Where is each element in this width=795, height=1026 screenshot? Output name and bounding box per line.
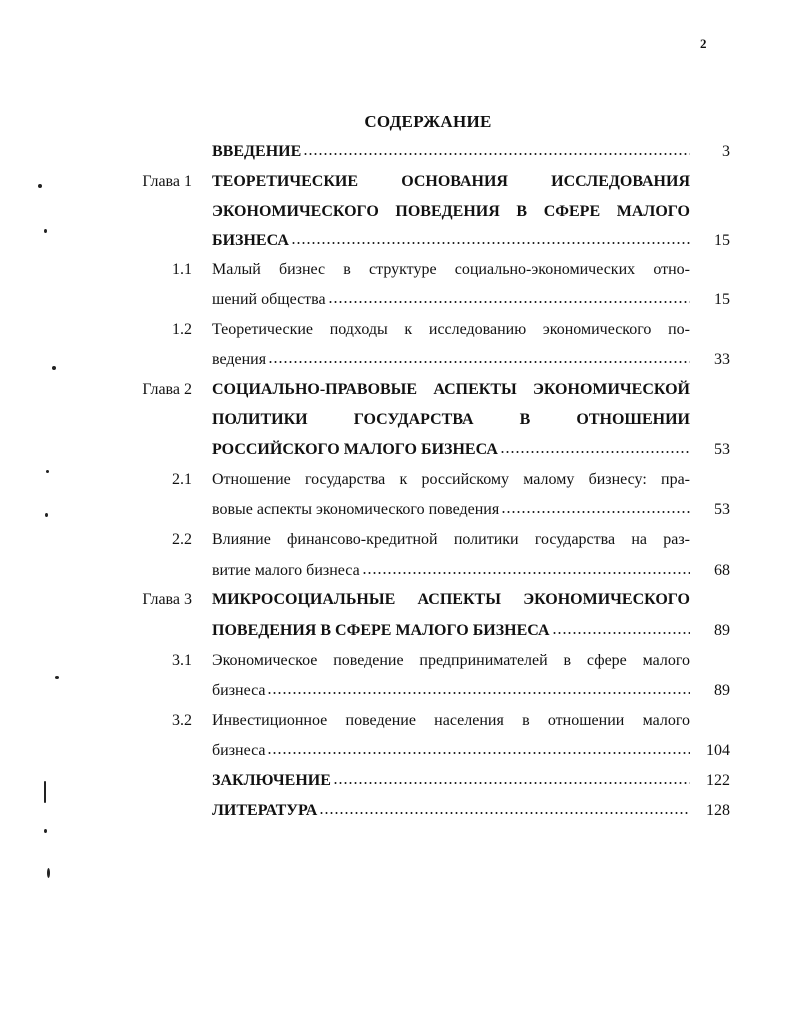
toc-entry [140, 226, 732, 256]
toc-entry [140, 796, 732, 826]
toc-entry-text: Теоретические подходы к исследованию экономического по- [212, 321, 690, 338]
toc-entry-text-line [212, 591, 690, 609]
toc-entry-text: Влияние финансово-кредитной политики государства на раз- [212, 531, 690, 548]
dot-leader [500, 450, 690, 454]
toc-entry-text: бизнеса [212, 742, 266, 759]
toc-entry-page: 53 [714, 441, 730, 458]
toc-entry-label: Глава 3 [142, 591, 192, 608]
toc-entry-label: 2.2 [172, 531, 192, 548]
toc-title: СОДЕРЖАНИЕ [364, 112, 492, 131]
toc-entry [140, 315, 732, 345]
toc-entry-page: 15 [714, 232, 730, 249]
toc-entry-text-line [212, 501, 690, 519]
toc-entry-text-line [212, 562, 690, 580]
toc-entry [140, 345, 732, 375]
toc-entry-page: 89 [714, 622, 730, 639]
scan-speck [46, 470, 49, 473]
toc-entry-text-line [212, 742, 690, 760]
toc-entry-text: Инвестиционное поведение населения в отношении малого [212, 712, 690, 729]
toc-entry-label: Глава 2 [142, 381, 192, 398]
scan-speck [44, 829, 47, 833]
dot-leader [268, 360, 690, 364]
toc-entry-text-line [212, 321, 690, 339]
toc-entry [140, 255, 732, 285]
toc-entry [140, 197, 732, 227]
toc-entry-text-line [212, 531, 690, 549]
toc-entry-page: 128 [706, 802, 730, 819]
toc-entry-text: ведения [212, 351, 267, 368]
scan-speck [38, 184, 42, 188]
scan-speck [55, 676, 59, 679]
toc-entry [140, 375, 732, 405]
toc-entry-text-line [212, 802, 690, 820]
toc-entry-text-line [212, 772, 690, 790]
toc-entry-text: ЛИТЕРАТУРА [212, 802, 318, 819]
toc-entry-text-line [212, 682, 690, 700]
toc-entry-text: ЭКОНОМИЧЕСКОГО ПОВЕДЕНИЯ В СФЕРЕ МАЛОГО [212, 203, 690, 220]
toc-entry-page: 15 [714, 291, 730, 308]
toc-entry [140, 167, 732, 197]
toc-entry-label: 3.1 [172, 652, 192, 669]
toc-entry-text-line [212, 203, 690, 221]
dot-leader [501, 510, 690, 514]
toc-entry-text: РОССИЙСКОГО МАЛОГО БИЗНЕСА [212, 441, 498, 458]
page-number: 2 [700, 36, 707, 51]
scan-speck [44, 781, 46, 803]
dot-leader [328, 300, 690, 304]
dot-leader [303, 152, 690, 156]
toc-entry-label: 2.1 [172, 471, 192, 488]
dot-leader [267, 751, 690, 755]
toc-entry-page: 68 [714, 562, 730, 579]
toc-entry-text-line [212, 261, 690, 279]
dot-leader [267, 691, 690, 695]
toc-entry [140, 556, 732, 586]
toc-entry-text-line [212, 411, 690, 429]
toc-entry-page: 33 [714, 351, 730, 368]
toc-entry [140, 525, 732, 555]
toc-entry-text: СОЦИАЛЬНО-ПРАВОВЫЕ АСПЕКТЫ ЭКОНОМИЧЕСКОЙ [212, 381, 690, 398]
toc-entry [140, 585, 732, 615]
toc-entry-text: Экономическое поведение предпринимателей в сфере малого [212, 652, 690, 669]
dot-leader [552, 631, 690, 635]
toc-entry [140, 495, 732, 525]
toc-entry [140, 435, 732, 465]
toc-entry-text-line [212, 232, 690, 250]
toc-entry-label: 3.2 [172, 712, 192, 729]
toc-entry-page: 122 [706, 772, 730, 789]
scan-speck [47, 868, 50, 878]
toc-entry-text: ВВЕДЕНИЕ [212, 143, 302, 160]
toc-entry [140, 137, 732, 167]
toc-entry [140, 616, 732, 646]
toc-entry-text: ТЕОРЕТИЧЕСКИЕ ОСНОВАНИЯ ИССЛЕДОВАНИЯ [212, 173, 690, 190]
dot-leader [362, 571, 690, 575]
toc-entry-page: 89 [714, 682, 730, 699]
toc-entry-text: шений общества [212, 291, 326, 308]
toc-entry-text-line [212, 143, 690, 161]
toc-entry-text-line [212, 441, 690, 459]
toc-entry-page: 53 [714, 501, 730, 518]
dot-leader [291, 241, 690, 245]
toc-entry-text-line [212, 381, 690, 399]
toc-entry-text-line [212, 622, 690, 640]
toc-entry-label: 1.1 [172, 261, 192, 278]
toc-entry [140, 405, 732, 435]
toc-entry-text: ЗАКЛЮЧЕНИЕ [212, 772, 331, 789]
toc-entry-page: 3 [722, 143, 730, 160]
toc-entry-page: 104 [706, 742, 730, 759]
dot-leader [319, 811, 690, 815]
toc-entry-text-line [212, 471, 690, 489]
toc-entry-text: Малый бизнес в структуре социально-экономических отно- [212, 261, 690, 278]
toc-entry-text: ПОВЕДЕНИЯ В СФЕРЕ МАЛОГО БИЗНЕСА [212, 622, 550, 639]
toc-entry-text: Отношение государства к российскому малому бизнесу: пра- [212, 471, 690, 488]
toc-entry-text: БИЗНЕСА [212, 232, 289, 249]
scan-speck [45, 513, 48, 517]
toc-entry [140, 706, 732, 736]
toc-entry-text: вовые аспекты экономического поведения [212, 501, 500, 518]
toc-entry-label: 1.2 [172, 321, 192, 338]
toc-entry [140, 285, 732, 315]
toc-entry-text-line [212, 652, 690, 670]
toc-entry-text-line [212, 351, 690, 369]
toc-entry-text-line [212, 173, 690, 191]
toc-entry-text: ПОЛИТИКИ ГОСУДАРСТВА В ОТНОШЕНИИ [212, 411, 690, 428]
toc-entry [140, 736, 732, 766]
toc-entry-text: МИКРОСОЦИАЛЬНЫЕ АСПЕКТЫ ЭКОНОМИЧЕСКОГО [212, 591, 690, 608]
scan-speck [44, 229, 47, 233]
toc-entry-label: Глава 1 [142, 173, 192, 190]
toc-entry-text-line [212, 291, 690, 309]
toc-entry [140, 646, 732, 676]
dot-leader [333, 781, 690, 785]
toc-entry [140, 766, 732, 796]
toc-entry [140, 676, 732, 706]
toc-entry-text-line [212, 712, 690, 730]
toc-entry-text: витие малого бизнеса [212, 562, 360, 579]
toc-entry-text: бизнеса [212, 682, 266, 699]
toc-entry [140, 465, 732, 495]
scan-speck [52, 366, 56, 370]
